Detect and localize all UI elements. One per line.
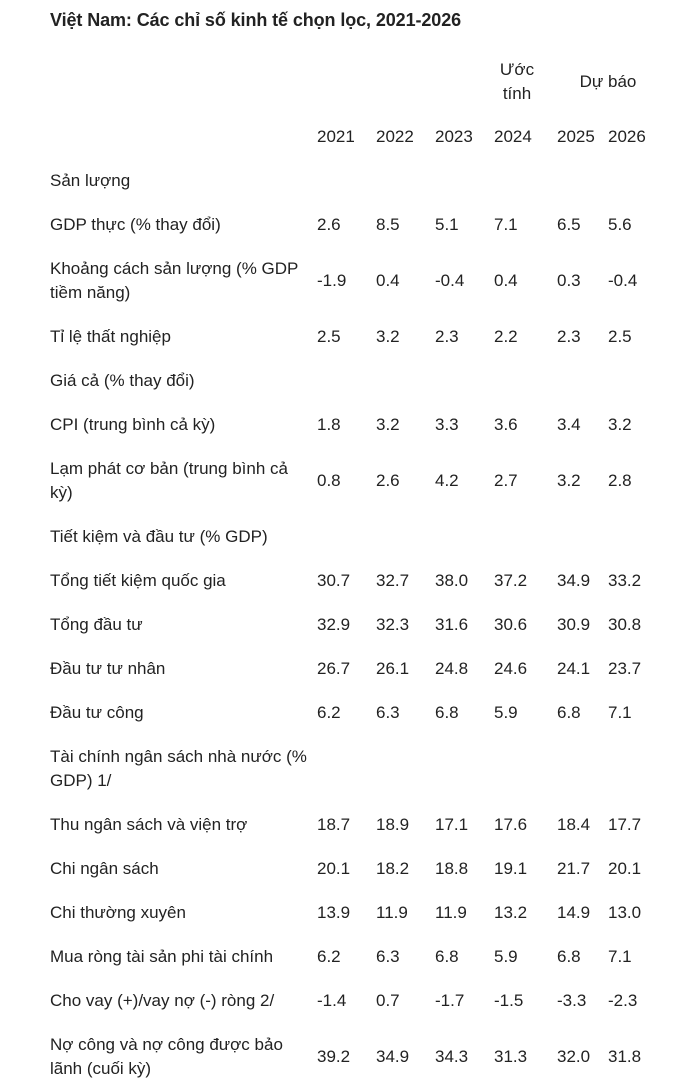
table-cell: 11.9 [376,903,408,922]
table-cell: -0.4 [435,271,465,290]
table-cell: -1.5 [494,991,524,1010]
table-cell: 30.6 [494,615,528,634]
table-cell: 19.1 [494,859,528,878]
table-cell: 20.1 [608,859,642,878]
table-cell: 39.2 [317,1047,351,1066]
table-cell: 6.3 [376,703,400,722]
table-cell: 0.7 [376,991,400,1010]
row-label: Mua ròng tài sản phi tài chính [50,947,274,966]
table-cell: 26.7 [317,659,351,678]
table-cell: 13.9 [317,903,351,922]
table-cell: 17.7 [608,815,642,834]
table-cell: 6.3 [376,947,400,966]
year-header: 2025 [557,127,595,146]
table-cell: 18.7 [317,815,351,834]
table-cell: 32.7 [376,571,410,590]
table-cell: 6.2 [317,947,341,966]
row-label: Đầu tư công [50,703,144,722]
table-cell: 4.2 [435,471,459,490]
table-cell: 2.8 [608,471,632,490]
table-cell: 2.6 [376,471,400,490]
table-cell: 7.1 [608,703,632,722]
table-cell: 14.9 [557,903,591,922]
year-header: 2026 [608,127,646,146]
table-cell: 31.6 [435,615,469,634]
table-cell: 2.3 [557,327,581,346]
table-cell: 5.9 [494,947,518,966]
table-cell: 32.9 [317,615,351,634]
table-cell: 37.2 [494,571,528,590]
table-cell: 2.5 [317,327,341,346]
table-cell: 31.3 [494,1047,528,1066]
table-cell: 6.8 [435,947,459,966]
row-label: Cho vay (+)/vay nợ (-) ròng 2/ [50,991,275,1010]
row-label: Chi thường xuyên [50,903,186,922]
table-cell: -1.4 [317,991,347,1010]
table-title: Việt Nam: Các chỉ số kinh tế chọn lọc, 2021-2026 [50,10,462,30]
section-label: Sản lượng [50,171,131,190]
table-cell: 34.9 [557,571,591,590]
row-label: Thu ngân sách và viện trợ [50,815,248,834]
table-cell: 3.2 [376,415,400,434]
table-cell: 5.9 [494,703,518,722]
table-cell: 33.2 [608,571,642,590]
table-cell: 34.3 [435,1047,469,1066]
year-header: 2024 [494,127,532,146]
table-cell: 2.2 [494,327,518,346]
table-cell: 3.4 [557,415,581,434]
table-cell: 3.2 [557,471,581,490]
table-cell: 1.8 [317,415,341,434]
year-header: 2021 [317,127,355,146]
table-cell: -1.7 [435,991,465,1010]
table-cell: 0.8 [317,471,341,490]
row-label: CPI (trung bình cả kỳ) [50,415,216,434]
section-label: Tiết kiệm và đầu tư (% GDP) [50,527,268,546]
table-cell: 6.8 [435,703,459,722]
table-cell: 30.9 [557,615,591,634]
table-cell: 24.6 [494,659,528,678]
year-header: 2023 [435,127,473,146]
table-cell: 18.9 [376,815,410,834]
table-cell: 20.1 [317,859,351,878]
table-cell: 24.1 [557,659,591,678]
table-cell: 0.4 [376,271,400,290]
year-header: 2022 [376,127,414,146]
table-cell: 17.6 [494,815,528,834]
table-cell: 30.8 [608,615,642,634]
table-cell: 2.3 [435,327,459,346]
table-cell: 2.5 [608,327,632,346]
row-label: Nợ công và nợ công được bảo lãnh (cuối kỳ) [50,1035,283,1078]
table-cell: 18.4 [557,815,591,834]
row-label: Tổng tiết kiệm quốc gia [50,571,226,590]
table-cell: 18.8 [435,859,469,878]
table-cell: 18.2 [376,859,410,878]
table-cell: 13.0 [608,903,642,922]
table-cell: -1.9 [317,271,347,290]
table-cell: 30.7 [317,571,351,590]
table-cell: 0.4 [494,271,518,290]
row-label: Lạm phát cơ bản (trung bình cả kỳ) [50,459,288,502]
row-label: Khoảng cách sản lượng (% GDP tiềm năng) [50,259,299,302]
row-label: GDP thực (% thay đổi) [50,215,221,234]
table-cell: 8.5 [376,215,400,234]
table-cell: 24.8 [435,659,469,678]
table-cell: 34.9 [376,1047,410,1066]
forecast-label: Dự báo [579,72,637,91]
table-cell: -0.4 [608,271,638,290]
table-cell: 32.3 [376,615,410,634]
table-cell: 21.7 [557,859,591,878]
table-cell: 23.7 [608,659,642,678]
table-cell: 3.6 [494,415,518,434]
table-cell: 5.1 [435,215,459,234]
table-cell: 38.0 [435,571,469,590]
table-cell: 3.3 [435,415,459,434]
table-cell: 17.1 [435,815,469,834]
table-cell: -2.3 [608,991,638,1010]
table-cell: 3.2 [376,327,400,346]
row-label: Tổng đầu tư [50,615,143,634]
table-cell: 6.8 [557,703,581,722]
table-cell: 7.1 [494,215,518,234]
table-cell: 6.5 [557,215,581,234]
table-cell: 5.6 [608,215,632,234]
table-cell: 32.0 [557,1047,591,1066]
estimate-label: Ước tính [499,60,535,103]
row-label: Chi ngân sách [50,859,159,878]
table-cell: 26.1 [376,659,410,678]
table-cell: 6.8 [557,947,581,966]
table-cell: 2.7 [494,471,518,490]
table-cell: 0.3 [557,271,581,290]
table-cell: 31.8 [608,1047,642,1066]
table-cell: 7.1 [608,947,632,966]
table-cell: 2.6 [317,215,341,234]
row-label: Tỉ lệ thất nghiệp [50,327,171,346]
table-cell: 3.2 [608,415,632,434]
table-cell: 11.9 [435,903,467,922]
table-cell: 6.2 [317,703,341,722]
table-cell: -3.3 [557,991,587,1010]
table-cell: 13.2 [494,903,528,922]
row-label: Đầu tư tư nhân [50,659,166,678]
section-label: Tài chính ngân sách nhà nước (% GDP) 1/ [50,747,307,790]
section-label: Giá cả (% thay đổi) [50,371,195,390]
